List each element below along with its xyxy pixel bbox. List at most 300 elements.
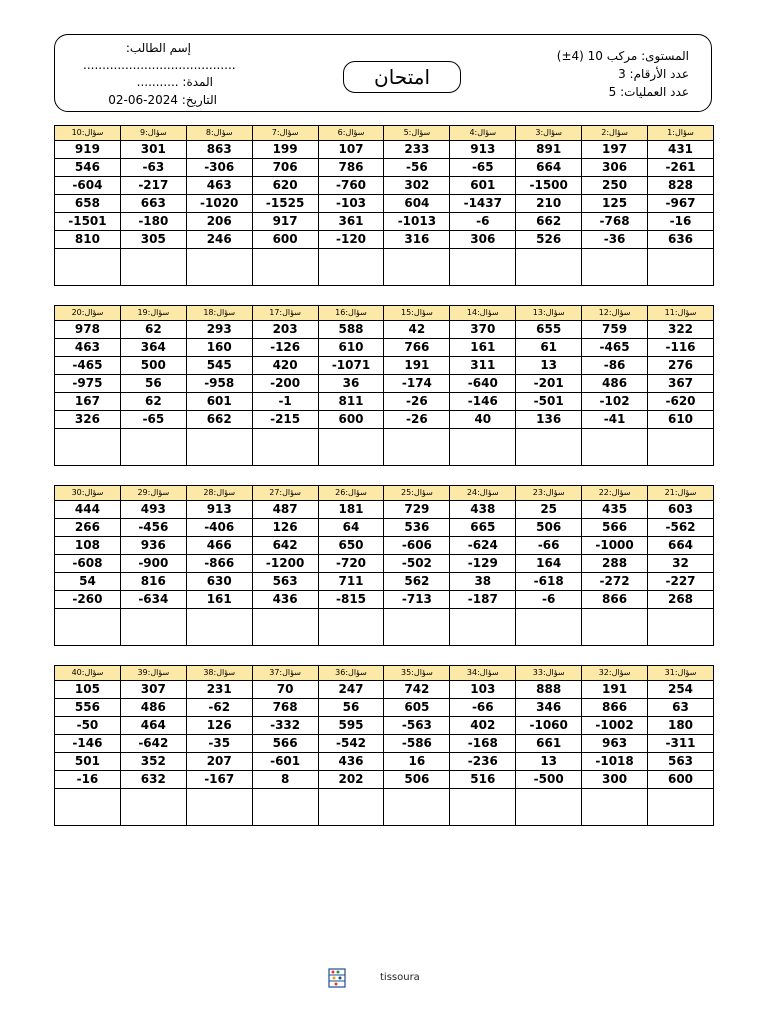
number-cell: 604 <box>384 195 450 213</box>
number-cell: -958 <box>186 375 252 393</box>
number-cell: -236 <box>450 753 516 771</box>
number-cell: -465 <box>582 339 648 357</box>
question-label: سؤال:39 <box>120 666 186 681</box>
question-label: سؤال:1 <box>648 126 714 141</box>
number-cell: 603 <box>648 501 714 519</box>
number-cell: -129 <box>450 555 516 573</box>
number-row <box>55 519 714 537</box>
number-cell: -6 <box>450 213 516 231</box>
number-cell: 8 <box>252 771 318 789</box>
number-cell: -201 <box>516 375 582 393</box>
number-cell: 466 <box>186 537 252 555</box>
answer-cell[interactable] <box>120 249 186 286</box>
number-cell: 655 <box>516 321 582 339</box>
number-cell: -102 <box>582 393 648 411</box>
number-cell: -187 <box>450 591 516 609</box>
student-name-label: إسم الطالب: <box>125 41 191 55</box>
number-cell: 600 <box>648 771 714 789</box>
number-cell: -1060 <box>516 717 582 735</box>
number-cell: -563 <box>384 717 450 735</box>
answer-cell[interactable] <box>252 249 318 286</box>
number-cell: 828 <box>648 177 714 195</box>
answer-row <box>55 429 714 466</box>
number-cell: -50 <box>55 717 121 735</box>
question-label: سؤال:30 <box>55 486 121 501</box>
number-row <box>55 339 714 357</box>
number-row <box>55 213 714 231</box>
answer-cell[interactable] <box>55 249 121 286</box>
number-cell: 42 <box>384 321 450 339</box>
number-cell: -217 <box>120 177 186 195</box>
number-cell: -63 <box>120 159 186 177</box>
number-cell: 658 <box>55 195 121 213</box>
number-cell: -815 <box>318 591 384 609</box>
answer-cell[interactable] <box>384 249 450 286</box>
number-cell: 206 <box>186 213 252 231</box>
number-cell: -606 <box>384 537 450 555</box>
number-cell: -65 <box>120 411 186 429</box>
number-cell: 917 <box>252 213 318 231</box>
number-cell: 500 <box>120 357 186 375</box>
answer-cell[interactable] <box>516 789 582 826</box>
number-row <box>55 177 714 195</box>
number-cell: 301 <box>120 141 186 159</box>
number-cell: -760 <box>318 177 384 195</box>
number-cell: -501 <box>516 393 582 411</box>
number-cell: -713 <box>384 591 450 609</box>
number-cell: -542 <box>318 735 384 753</box>
answer-cell[interactable] <box>450 429 516 466</box>
number-cell: 233 <box>384 141 450 159</box>
answer-row <box>55 789 714 826</box>
answer-cell[interactable] <box>186 789 252 826</box>
number-cell: 202 <box>318 771 384 789</box>
number-cell: -332 <box>252 717 318 735</box>
number-cell: 438 <box>450 501 516 519</box>
number-row <box>55 393 714 411</box>
date-label: التاريخ: 2024-06-02 <box>108 93 217 107</box>
question-block-3 <box>54 485 714 646</box>
number-cell: 203 <box>252 321 318 339</box>
number-cell: 302 <box>384 177 450 195</box>
number-cell: 62 <box>120 393 186 411</box>
question-label: سؤال:25 <box>384 486 450 501</box>
number-cell: 464 <box>120 717 186 735</box>
number-cell: 370 <box>450 321 516 339</box>
number-cell: -26 <box>384 411 450 429</box>
number-cell: 601 <box>186 393 252 411</box>
number-cell: 247 <box>318 681 384 699</box>
number-cell: 811 <box>318 393 384 411</box>
answer-cell[interactable] <box>516 249 582 286</box>
question-label: سؤال:3 <box>516 126 582 141</box>
number-cell: 266 <box>55 519 121 537</box>
number-cell: 361 <box>318 213 384 231</box>
operations-label: عدد العمليات: 5 <box>608 85 689 99</box>
number-cell: -272 <box>582 573 648 591</box>
answer-cell[interactable] <box>648 429 714 466</box>
page-footer <box>0 966 768 990</box>
question-label: سؤال:40 <box>55 666 121 681</box>
number-cell: 436 <box>318 753 384 771</box>
number-cell: 729 <box>384 501 450 519</box>
question-header-row <box>55 486 714 501</box>
number-cell: 486 <box>120 699 186 717</box>
number-row <box>55 231 714 249</box>
number-cell: 164 <box>516 555 582 573</box>
number-cell: 402 <box>450 717 516 735</box>
number-cell: 54 <box>55 573 121 591</box>
number-cell: 863 <box>186 141 252 159</box>
answer-cell[interactable] <box>384 789 450 826</box>
number-cell: -406 <box>186 519 252 537</box>
number-cell: -634 <box>120 591 186 609</box>
number-cell: 108 <box>55 537 121 555</box>
number-cell: -261 <box>648 159 714 177</box>
answer-cell[interactable] <box>582 789 648 826</box>
number-cell: -620 <box>648 393 714 411</box>
answer-cell[interactable] <box>120 789 186 826</box>
number-cell: -311 <box>648 735 714 753</box>
question-label: سؤال:31 <box>648 666 714 681</box>
answer-row <box>55 609 714 646</box>
question-label: سؤال:19 <box>120 306 186 321</box>
number-cell: 161 <box>186 591 252 609</box>
question-label: سؤال:26 <box>318 486 384 501</box>
number-cell: 610 <box>648 411 714 429</box>
number-cell: 181 <box>318 501 384 519</box>
number-cell: 546 <box>55 159 121 177</box>
question-header-row <box>55 306 714 321</box>
number-cell: 610 <box>318 339 384 357</box>
number-cell: 636 <box>648 231 714 249</box>
number-cell: 160 <box>186 339 252 357</box>
number-cell: 487 <box>252 501 318 519</box>
number-cell: 600 <box>252 231 318 249</box>
question-label: سؤال:34 <box>450 666 516 681</box>
question-label: سؤال:32 <box>582 666 648 681</box>
number-cell: 63 <box>648 699 714 717</box>
number-cell: 642 <box>252 537 318 555</box>
answer-cell[interactable] <box>318 789 384 826</box>
answer-cell[interactable] <box>516 609 582 646</box>
number-row <box>55 357 714 375</box>
number-cell: -1500 <box>516 177 582 195</box>
question-label: سؤال:11 <box>648 306 714 321</box>
answer-cell[interactable] <box>648 249 714 286</box>
number-cell: 711 <box>318 573 384 591</box>
number-row <box>55 771 714 789</box>
number-cell: -1071 <box>318 357 384 375</box>
brand-logo: tissoura <box>380 972 420 983</box>
page-title: امتحان <box>343 61 461 93</box>
number-cell: 288 <box>582 555 648 573</box>
answer-row <box>55 249 714 286</box>
number-cell: 207 <box>186 753 252 771</box>
number-cell: 936 <box>120 537 186 555</box>
number-cell: -66 <box>450 699 516 717</box>
number-cell: -65 <box>450 159 516 177</box>
number-cell: 306 <box>450 231 516 249</box>
answer-cell[interactable] <box>450 609 516 646</box>
number-cell: 664 <box>648 537 714 555</box>
number-cell: -618 <box>516 573 582 591</box>
number-cell: 300 <box>582 771 648 789</box>
number-cell: -6 <box>516 591 582 609</box>
number-cell: 352 <box>120 753 186 771</box>
number-cell: 435 <box>582 501 648 519</box>
number-cell: -601 <box>252 753 318 771</box>
number-cell: -1437 <box>450 195 516 213</box>
question-label: سؤال:24 <box>450 486 516 501</box>
number-cell: 56 <box>120 375 186 393</box>
number-cell: -168 <box>450 735 516 753</box>
answer-cell[interactable] <box>516 429 582 466</box>
number-cell: -16 <box>55 771 121 789</box>
question-label: سؤال:20 <box>55 306 121 321</box>
number-cell: -103 <box>318 195 384 213</box>
number-cell: -167 <box>186 771 252 789</box>
number-cell: 246 <box>186 231 252 249</box>
number-cell: 268 <box>648 591 714 609</box>
answer-cell[interactable] <box>120 429 186 466</box>
number-cell: 367 <box>648 375 714 393</box>
number-cell: 305 <box>120 231 186 249</box>
number-cell: 600 <box>318 411 384 429</box>
number-cell: 563 <box>648 753 714 771</box>
number-cell: -1002 <box>582 717 648 735</box>
number-cell: 420 <box>252 357 318 375</box>
answer-cell[interactable] <box>252 609 318 646</box>
number-cell: -640 <box>450 375 516 393</box>
number-cell: 444 <box>55 501 121 519</box>
question-label: سؤال:4 <box>450 126 516 141</box>
number-cell: 431 <box>648 141 714 159</box>
number-cell: 563 <box>252 573 318 591</box>
number-cell: -1 <box>252 393 318 411</box>
number-row <box>55 375 714 393</box>
number-cell: -967 <box>648 195 714 213</box>
number-cell: 64 <box>318 519 384 537</box>
number-cell: -500 <box>516 771 582 789</box>
number-cell: 661 <box>516 735 582 753</box>
number-cell: 254 <box>648 681 714 699</box>
number-cell: 810 <box>55 231 121 249</box>
number-cell: 136 <box>516 411 582 429</box>
number-cell: -502 <box>384 555 450 573</box>
question-label: سؤال:6 <box>318 126 384 141</box>
answer-cell[interactable] <box>55 429 121 466</box>
number-cell: -56 <box>384 159 450 177</box>
number-cell: 25 <box>516 501 582 519</box>
number-cell: 306 <box>582 159 648 177</box>
number-cell: -116 <box>648 339 714 357</box>
number-cell: -146 <box>450 393 516 411</box>
number-cell: 919 <box>55 141 121 159</box>
number-cell: -1525 <box>252 195 318 213</box>
answer-cell[interactable] <box>648 609 714 646</box>
question-label: سؤال:37 <box>252 666 318 681</box>
number-row <box>55 573 714 591</box>
number-cell: 167 <box>55 393 121 411</box>
number-cell: -720 <box>318 555 384 573</box>
number-row <box>55 717 714 735</box>
number-cell: -41 <box>582 411 648 429</box>
number-cell: 766 <box>384 339 450 357</box>
number-cell: -62 <box>186 699 252 717</box>
number-cell: -260 <box>55 591 121 609</box>
question-label: سؤال:15 <box>384 306 450 321</box>
number-cell: -642 <box>120 735 186 753</box>
number-row <box>55 159 714 177</box>
answer-cell[interactable] <box>120 609 186 646</box>
number-row <box>55 141 714 159</box>
number-cell: -200 <box>252 375 318 393</box>
number-cell: 105 <box>55 681 121 699</box>
question-label: سؤال:33 <box>516 666 582 681</box>
number-cell: -1020 <box>186 195 252 213</box>
number-row <box>55 321 714 339</box>
number-row <box>55 195 714 213</box>
number-cell: -35 <box>186 735 252 753</box>
answer-cell[interactable] <box>55 609 121 646</box>
question-header-row <box>55 126 714 141</box>
number-cell: 486 <box>582 375 648 393</box>
question-label: سؤال:35 <box>384 666 450 681</box>
number-cell: 191 <box>582 681 648 699</box>
number-cell: 665 <box>450 519 516 537</box>
answer-cell[interactable] <box>384 429 450 466</box>
number-cell: 293 <box>186 321 252 339</box>
answer-cell[interactable] <box>450 789 516 826</box>
answer-cell[interactable] <box>384 609 450 646</box>
number-cell: 436 <box>252 591 318 609</box>
number-cell: 13 <box>516 357 582 375</box>
number-cell: -180 <box>120 213 186 231</box>
number-cell: 210 <box>516 195 582 213</box>
answer-cell[interactable] <box>318 609 384 646</box>
number-cell: 630 <box>186 573 252 591</box>
number-cell: 32 <box>648 555 714 573</box>
number-cell: 662 <box>186 411 252 429</box>
number-cell: 562 <box>384 573 450 591</box>
number-cell: -586 <box>384 735 450 753</box>
answer-cell[interactable] <box>582 249 648 286</box>
answer-cell[interactable] <box>55 789 121 826</box>
number-cell: 231 <box>186 681 252 699</box>
number-cell: 662 <box>516 213 582 231</box>
answer-cell[interactable] <box>318 429 384 466</box>
answer-cell[interactable] <box>252 789 318 826</box>
answer-cell[interactable] <box>648 789 714 826</box>
number-cell: 103 <box>450 681 516 699</box>
number-cell: 759 <box>582 321 648 339</box>
number-cell: 506 <box>384 771 450 789</box>
number-cell: 493 <box>120 501 186 519</box>
number-cell: 326 <box>55 411 121 429</box>
question-label: سؤال:10 <box>55 126 121 141</box>
number-cell: 506 <box>516 519 582 537</box>
number-cell: 866 <box>582 699 648 717</box>
number-cell: 888 <box>516 681 582 699</box>
number-cell: -26 <box>384 393 450 411</box>
number-cell: -174 <box>384 375 450 393</box>
number-cell: 16 <box>384 753 450 771</box>
number-cell: 588 <box>318 321 384 339</box>
number-row <box>55 501 714 519</box>
answer-cell[interactable] <box>582 609 648 646</box>
number-row <box>55 699 714 717</box>
number-cell: 463 <box>55 339 121 357</box>
question-label: سؤال:5 <box>384 126 450 141</box>
number-cell: 601 <box>450 177 516 195</box>
number-cell: -604 <box>55 177 121 195</box>
number-cell: 161 <box>450 339 516 357</box>
number-cell: -624 <box>450 537 516 555</box>
number-cell: 40 <box>450 411 516 429</box>
number-cell: 38 <box>450 573 516 591</box>
question-label: سؤال:17 <box>252 306 318 321</box>
number-cell: 963 <box>582 735 648 753</box>
answer-cell[interactable] <box>186 429 252 466</box>
number-cell: 605 <box>384 699 450 717</box>
question-block-1 <box>54 125 714 286</box>
number-row <box>55 753 714 771</box>
number-cell: 913 <box>186 501 252 519</box>
number-cell: 706 <box>252 159 318 177</box>
number-cell: 566 <box>582 519 648 537</box>
number-cell: 322 <box>648 321 714 339</box>
number-cell: 316 <box>384 231 450 249</box>
number-cell: -608 <box>55 555 121 573</box>
number-cell: 664 <box>516 159 582 177</box>
question-label: سؤال:28 <box>186 486 252 501</box>
question-label: سؤال:27 <box>252 486 318 501</box>
number-cell: 595 <box>318 717 384 735</box>
number-cell: 891 <box>516 141 582 159</box>
number-cell: 632 <box>120 771 186 789</box>
number-cell: 346 <box>516 699 582 717</box>
question-block-2 <box>54 305 714 466</box>
student-name-field: ........................................ <box>83 58 236 72</box>
number-cell: -126 <box>252 339 318 357</box>
number-cell: -866 <box>186 555 252 573</box>
number-cell: -16 <box>648 213 714 231</box>
number-cell: 516 <box>450 771 516 789</box>
number-cell: -66 <box>516 537 582 555</box>
question-label: سؤال:22 <box>582 486 648 501</box>
number-row <box>55 591 714 609</box>
number-cell: 126 <box>186 717 252 735</box>
number-cell: 742 <box>384 681 450 699</box>
answer-cell[interactable] <box>582 429 648 466</box>
number-cell: -1018 <box>582 753 648 771</box>
number-row <box>55 735 714 753</box>
number-cell: -227 <box>648 573 714 591</box>
question-label: سؤال:16 <box>318 306 384 321</box>
answer-cell[interactable] <box>252 429 318 466</box>
number-cell: 307 <box>120 681 186 699</box>
answer-cell[interactable] <box>186 609 252 646</box>
answer-cell[interactable] <box>186 249 252 286</box>
question-label: سؤال:23 <box>516 486 582 501</box>
answer-cell[interactable] <box>450 249 516 286</box>
answer-cell[interactable] <box>318 249 384 286</box>
number-cell: -1000 <box>582 537 648 555</box>
number-cell: -86 <box>582 357 648 375</box>
number-cell: 663 <box>120 195 186 213</box>
number-cell: 364 <box>120 339 186 357</box>
